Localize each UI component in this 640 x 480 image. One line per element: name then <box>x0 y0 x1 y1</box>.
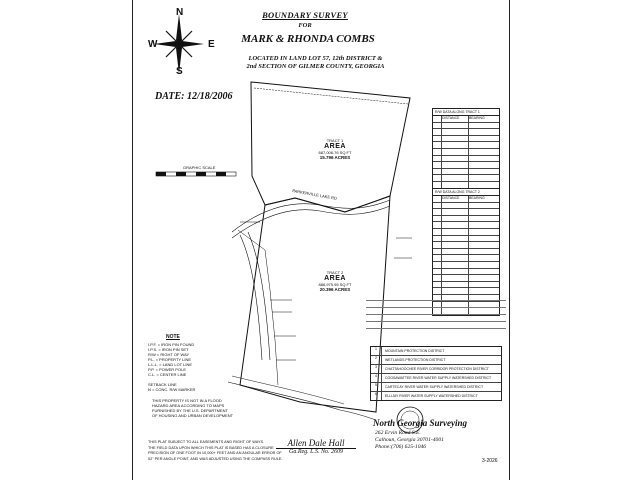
location-line-2: 2nd SECTION OF GILMER COUNTY, GEORGIA <box>246 62 385 70</box>
rw-table-row <box>433 242 499 249</box>
rw-table-cell <box>433 249 442 255</box>
compass-west-label: W <box>148 39 158 50</box>
rw-table-2-header <box>433 196 499 203</box>
plat-note-line: THIS PLAT SUBJECT TO ALL EASEMENTS AND RIGHT OF WAYS. <box>148 440 265 444</box>
plat-note-line: THE FIELD DATA UPON WHICH THIS PLAT IS BASED HAS A CLOSURE <box>148 445 274 450</box>
rw-table-cell <box>469 156 499 162</box>
rw-table-row <box>433 209 499 216</box>
tract-2-label: TRACT 2 <box>326 270 344 275</box>
surveyor-reg: Ga.Reg. L.S. No. 2609 <box>289 449 343 455</box>
rw-table-cell <box>433 175 442 181</box>
rw-table-cell <box>433 129 442 135</box>
note-line: P.P. = POWER POLE <box>148 367 186 372</box>
company-address <box>375 430 444 451</box>
company-street: 262 Ervin Road S.E. <box>375 430 421 436</box>
rw-table-cell <box>469 209 499 215</box>
rw-table-row <box>433 175 499 182</box>
rw-table-row <box>433 129 499 136</box>
rw-table-cell <box>442 288 469 294</box>
legend-text: COOSAWATTEE RIVER WATER SUPPLY WATERSHED DISTRICT <box>385 376 492 380</box>
compass-east-label: E <box>208 39 215 50</box>
rw-table-cell <box>442 275 469 281</box>
rw-table-row <box>433 136 499 143</box>
rw-table-row <box>433 162 499 169</box>
road-label: PARKERVILLE LAKE RD <box>291 188 338 201</box>
survey-date: DATE: 12/18/2006 <box>155 91 233 102</box>
rw-table-cell <box>442 216 469 222</box>
rw-table-row <box>433 288 499 295</box>
legend-text: CARTECAY RIVER WATER SUPPLY WATERSHED DISTRICT <box>385 385 484 389</box>
legend-text: CHATTAHOOCHEE RIVER CORRIDOR PROTECTION DISTRICT <box>385 367 489 371</box>
legend-num: 5 <box>371 383 382 391</box>
rw-table-cell <box>442 222 469 228</box>
rw-table-cell <box>442 236 469 242</box>
signature-mark: Allen Dale Hall <box>276 438 356 449</box>
rw-table-row <box>433 236 499 243</box>
rw-table-cell <box>469 216 499 222</box>
legend-num: 4 <box>371 374 382 382</box>
rw-table-cell <box>469 222 499 228</box>
rw-table-row <box>433 249 499 256</box>
rw-table-cell <box>433 229 442 235</box>
rw-table-cell <box>433 216 442 222</box>
flood-note-line: HAZARD AREA ACCORDING TO MAPS <box>152 403 225 408</box>
legend-row <box>371 356 501 365</box>
legend-num: 2 <box>371 356 382 364</box>
rw-table-1-title: R/W DATA ALONG TRACT 1 <box>433 109 499 116</box>
rw-table-cell <box>433 242 442 248</box>
rw-table-cell <box>469 255 499 261</box>
note-line: R/W = RIGHT OF WAY <box>148 352 190 357</box>
rw-table-row <box>433 149 499 156</box>
rw-table-cell <box>469 249 499 255</box>
rw-table-cell <box>469 229 499 235</box>
legend-text: ELLIJAY RIVER WATER SUPPLY WATERSHED DISTRICT <box>385 394 478 398</box>
rw-table-cell <box>433 255 442 261</box>
rw-table-cell <box>433 222 442 228</box>
rw-table-row <box>433 229 499 236</box>
tract-2-sqft: 886,975.95 SQ FT <box>318 282 352 287</box>
rw-table-row <box>433 123 499 130</box>
company-name: North Georgia Surveying <box>373 418 468 428</box>
rw-table-row <box>433 169 499 176</box>
compass-north-label: N <box>176 7 184 18</box>
note-line: SETBACK LINE <box>148 382 177 387</box>
rw-table-cell <box>469 269 499 275</box>
rw-table-cell <box>469 282 499 288</box>
surveyor-signature <box>276 438 356 455</box>
cert-line <box>366 304 506 308</box>
rw-table-cell <box>442 249 469 255</box>
note-line: P.L. = PROPERTY LINE <box>148 357 192 362</box>
rw-table-cell <box>469 275 499 281</box>
rw-table-cell <box>442 149 469 155</box>
rw-table-cell <box>442 203 469 209</box>
plat-note-line: PRECISION OF ONE FOOT IN 10,000+ FEET AND AN ANGULAR ERROR OF <box>148 451 282 455</box>
rw-table-cell <box>442 269 469 275</box>
cert-line <box>366 311 506 315</box>
rw-table-cell <box>433 123 442 129</box>
rw-table-cell <box>442 209 469 215</box>
rw-table-cell <box>433 269 442 275</box>
sheet-number: 3-2026 <box>482 458 498 464</box>
legend-row <box>371 383 501 392</box>
survey-for-label: FOR <box>298 22 312 29</box>
note-line: I.P.F. = IRON PIN FOUND <box>148 342 195 347</box>
rw-table-cell <box>442 175 469 181</box>
rw-table-cell <box>442 136 469 142</box>
rw-table-1-head-0 <box>433 116 442 122</box>
rw-table-cell <box>469 149 499 155</box>
rw-table-row <box>433 203 499 210</box>
rw-table-cell <box>442 142 469 148</box>
flood-note-line: FURNISHED BY THE U.S. DEPARTMENT <box>152 408 228 413</box>
legend-row <box>371 374 501 383</box>
plat-note-line: 02" PER ANGLE POINT, AND WAS ADJUSTED USING THE COMPASS RULE. <box>148 456 283 461</box>
rw-table-cell <box>442 162 469 168</box>
rw-table-cell <box>469 236 499 242</box>
rw-table-cell <box>442 123 469 129</box>
rw-table-cell <box>433 149 442 155</box>
rw-table-cell <box>469 136 499 142</box>
abbreviation-notes <box>148 342 228 392</box>
rw-table-1-head-2: BEARING <box>469 116 485 120</box>
owner-name: MARK & RHONDA COMBS <box>241 33 375 45</box>
rw-table-cell <box>433 136 442 142</box>
rw-table-cell <box>433 236 442 242</box>
legend-row <box>371 365 501 374</box>
note-line: I.P.S. = IRON PIN SET <box>148 347 189 352</box>
rw-table-row <box>433 282 499 289</box>
rw-table-cell <box>433 162 442 168</box>
rw-table-row <box>433 275 499 282</box>
rw-table-cell <box>433 282 442 288</box>
rw-table-row <box>433 142 499 149</box>
rw-table-cell <box>469 242 499 248</box>
tract-2-area-label: AREA <box>324 275 346 282</box>
legend-num: 3 <box>371 365 382 373</box>
rw-table-row <box>433 222 499 229</box>
rw-table-cell <box>469 129 499 135</box>
note-line: C.L. = CENTER LINE <box>148 372 187 377</box>
tract-2-area <box>300 270 370 292</box>
rw-table-2-head-0 <box>433 196 442 202</box>
legend-num: 1 <box>371 347 382 355</box>
rw-table-row <box>433 269 499 276</box>
rw-table-cell <box>442 156 469 162</box>
rw-table-cell <box>469 262 499 268</box>
rw-table-cell <box>433 182 442 188</box>
rw-table-cell <box>442 169 469 175</box>
district-legend <box>370 346 502 401</box>
rw-table-cell <box>442 262 469 268</box>
notes-heading: NOTE <box>166 334 180 340</box>
rw-table-cell <box>433 275 442 281</box>
flood-note-line: THIS PROPERTY IS NOT IN A FLOOD <box>152 398 222 403</box>
survey-title: BOUNDARY SURVEY <box>262 10 348 20</box>
rw-table-cell <box>442 282 469 288</box>
graphic-scale-bar <box>156 172 236 176</box>
rw-table-2-head-1: DISTANCE <box>442 196 469 202</box>
rw-table-cell <box>442 255 469 261</box>
rw-table-cell <box>469 182 499 188</box>
legend-row <box>371 392 501 400</box>
rw-table-cell <box>469 203 499 209</box>
rw-table-cell <box>433 209 442 215</box>
rw-table-cell <box>442 129 469 135</box>
rw-table-cell <box>433 156 442 162</box>
rw-table-1-head-1: DISTANCE <box>442 116 469 122</box>
company-phone: Phone:(706) 625-1046 <box>375 444 427 450</box>
company-city: Calhoun, Georgia 30701-4001 <box>375 437 444 443</box>
legend-num: 6 <box>371 392 382 400</box>
tract-1-acres: 15.796 ACRES <box>319 155 351 160</box>
rw-table-cell <box>469 288 499 294</box>
rw-table-cell <box>469 169 499 175</box>
rw-table-2-head-2: BEARING <box>469 196 485 200</box>
legend-text: MOUNTAIN PROTECTION DISTRICT <box>385 349 445 353</box>
rw-table-cell <box>469 162 499 168</box>
graphic-scale-label: GRAPHIC SCALE <box>183 165 216 170</box>
rw-table-cell <box>433 142 442 148</box>
flood-note-line: OF HOUSING AND URBAN DEVELOPMENT <box>152 413 234 418</box>
cert-line <box>366 325 506 329</box>
rw-table-cell <box>433 169 442 175</box>
note-line: L.L.L. = LAND LOT LINE <box>148 362 193 367</box>
flood-note <box>152 398 252 418</box>
rw-table-cell <box>469 123 499 129</box>
rw-table-cell <box>469 142 499 148</box>
rw-table-row <box>433 216 499 223</box>
rw-table-row <box>433 262 499 269</box>
tract-1-label: TRACT 1 <box>326 138 344 143</box>
rw-table-cell <box>433 262 442 268</box>
rw-table-1-header <box>433 116 499 123</box>
tract-1-area <box>300 138 370 160</box>
compass-south-label: S <box>176 66 183 77</box>
tract-1-area-label: AREA <box>324 143 346 150</box>
location-line-1: LOCATED IN LAND LOT 57, 12th DISTRICT & <box>248 55 383 62</box>
rw-table-cell <box>442 229 469 235</box>
rw-table-row <box>433 156 499 163</box>
tract-1-sqft: 687,006.76 SQ FT <box>318 150 352 155</box>
certification-text <box>366 297 506 329</box>
rw-table-2-title: R/W DATA ALONG TRACT 2 <box>433 189 499 196</box>
cert-line <box>366 297 506 301</box>
rw-table-cell <box>433 203 442 209</box>
rw-table-cell <box>442 242 469 248</box>
note-line: N = CONC. R/W MARKER <box>148 387 196 392</box>
legend-text: WETLANDS PROTECTION DISTRICT <box>385 358 446 362</box>
legend-row <box>371 347 501 356</box>
tract-2-acres: 20.396 ACRES <box>319 287 351 292</box>
cert-line <box>366 318 506 322</box>
rw-table-cell <box>469 175 499 181</box>
rw-table-cell <box>442 182 469 188</box>
rw-table-cell <box>433 288 442 294</box>
rw-table-row <box>433 255 499 262</box>
